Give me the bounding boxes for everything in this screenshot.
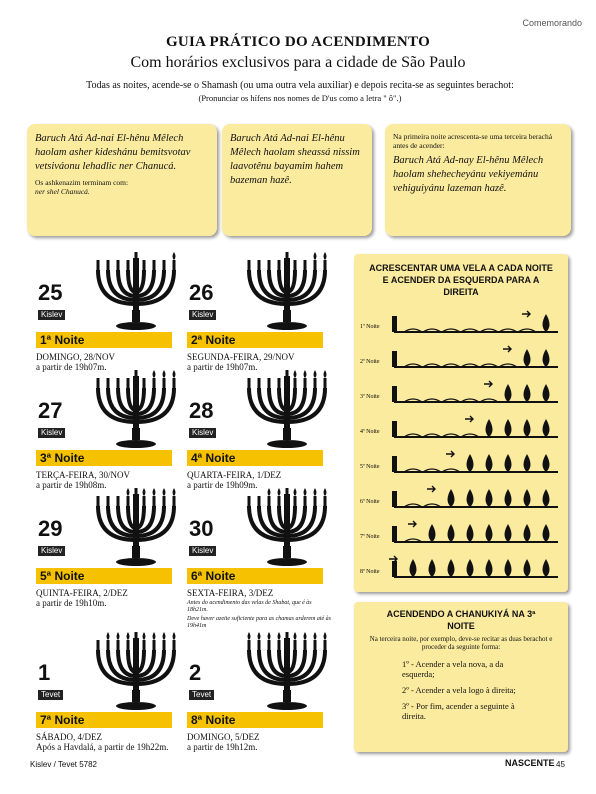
night-label: 1ª Noite (36, 332, 172, 348)
lit-candle (486, 524, 493, 542)
hebrew-month: Tevet (38, 690, 63, 700)
lit-candle (543, 489, 550, 507)
blessing-3-text: Baruch Atá Ad-nay El-hênu Mêlech haolam shehecheyánu vekiyemánu vehiguiyánu lazeman hazê. (393, 155, 544, 194)
lit-candle (524, 349, 531, 367)
day-number: 26 (189, 280, 214, 305)
night-block (36, 370, 186, 490)
lit-candle (505, 384, 512, 402)
night-label: 8ª Noite (187, 712, 323, 728)
step-1: 1º - Acender a vela nova, a da esquerda; (402, 659, 504, 679)
shamash-candle (392, 386, 397, 402)
lit-candle (486, 454, 493, 472)
lit-candle (486, 489, 493, 507)
row-label: 4ª Noite (360, 429, 380, 435)
night-block (187, 488, 337, 630)
section-tag: Comemorando (522, 18, 582, 28)
blessing-3-note: Na primeira noite acrescenta-se uma terceira berachá antes de acender: (393, 132, 553, 150)
lit-candle (543, 559, 550, 577)
intro-text: Todas as noites, acende-se o Shamash (ou uma outra vela auxiliar) e depois recita-se as seguintes berachot: (86, 80, 514, 91)
day-number: 2 (189, 660, 202, 685)
lit-candle (543, 419, 550, 437)
lit-candle (448, 489, 455, 507)
lit-candle (429, 524, 436, 542)
arrow-icon (427, 486, 435, 492)
hebrew-month: Tevet (189, 690, 214, 700)
arrow-icon (408, 521, 416, 527)
page-subtitle: Com horários exclusivos para a cidade de São Paulo (130, 54, 466, 71)
blessing-card-1 (27, 124, 217, 236)
arrow-icon (465, 416, 473, 422)
menorah-icon (239, 370, 339, 450)
lit-candle (486, 419, 493, 437)
night-block (187, 252, 337, 372)
lit-candle (448, 559, 455, 577)
menorah-icon (88, 632, 188, 712)
night-date: SEXTA-FEIRA, 3/DEZ (187, 588, 274, 598)
night-block (36, 252, 186, 372)
intro (30, 80, 570, 104)
shamash-candle (392, 456, 397, 472)
night-label: 3ª Noite (36, 450, 172, 466)
shamash-candle (392, 316, 397, 332)
arrow-icon (503, 346, 511, 352)
night-date: QUARTA-FEIRA, 1/DEZ (187, 470, 282, 480)
side-panel-candles-title: ACRESCENTAR UMA VELA A CADA NOITE E ACENDER DA ESQUERDA PARA A DIREITA (369, 263, 553, 297)
blessing-1-text: Baruch Atá Ad-nai El-hênu Mêlech haolam asher kideshánu bemitsvotav vetsiváonu lehadlic ner Chanucá. (35, 133, 191, 172)
menorah-icon (239, 252, 339, 332)
lit-candle (543, 314, 550, 332)
night-label: 6ª Noite (187, 568, 323, 584)
day-number: 27 (38, 398, 63, 423)
step-3: 3º - Por fim, acender a seguinte à direita. (402, 701, 515, 721)
row-label: 3ª Noite (360, 394, 380, 400)
page-title: GUIA PRÁTICO DO ACENDIMENTO (165, 34, 431, 50)
night-date: SEGUNDA-FEIRA, 29/NOV (187, 352, 295, 362)
day-number: 28 (189, 398, 214, 423)
lit-candle (505, 419, 512, 437)
lit-candle (505, 559, 512, 577)
night-date: DOMINGO, 5/DEZ (187, 732, 260, 742)
night-time: Antes do acendimento das velas de Shabat, que é às 18h21m. (187, 600, 312, 613)
menorah-icon (239, 488, 339, 568)
side-panel-candles (354, 254, 568, 592)
menorah-icon (88, 370, 188, 450)
side-panel-third-night (354, 602, 568, 752)
lit-candle (467, 489, 474, 507)
lit-candle (524, 489, 531, 507)
row-label: 6ª Noite (360, 499, 380, 505)
lit-candle (524, 384, 531, 402)
shamash-candle (392, 491, 397, 507)
third-night-intro: Na terceira noite, por exemplo, deve-se recitar as duas berachot e proceder da seguinte forma: (369, 635, 553, 651)
row-label: 8ª Noite (360, 569, 380, 575)
night-time: a partir de 19h10m. (36, 598, 107, 608)
arrow-icon (522, 311, 530, 317)
night-time: Após a Havdalá, a partir de 19h22m. (36, 742, 169, 752)
hebrew-month: Kislev (38, 546, 65, 556)
lit-candle (467, 454, 474, 472)
hebrew-month: Kislev (189, 428, 216, 438)
lit-candle (448, 524, 455, 542)
night-date: QUINTA-FEIRA, 2/DEZ (36, 588, 128, 598)
day-number: 29 (38, 516, 63, 541)
blessing-2-text: Baruch Atá Ad-nai El-hênu Mêlech haolam sheassá nissim laavotênu bayamim hahem bazeman hazê. (230, 133, 360, 186)
shamash-candle (392, 351, 397, 367)
day-number: 25 (38, 280, 63, 305)
hebrew-month: Kislev (38, 428, 65, 438)
step-2: 2º - Acender a vela logo à direita; (402, 685, 516, 695)
night-block (187, 632, 337, 752)
candle-rows-diagram (354, 310, 568, 580)
night-block (36, 632, 186, 752)
night-label: 7ª Noite (36, 712, 172, 728)
row-label: 7ª Noite (360, 534, 380, 540)
lit-candle (467, 559, 474, 577)
row-label: 2ª Noite (360, 359, 380, 365)
arrow-icon (446, 451, 454, 457)
blessing-card-2 (222, 124, 372, 236)
night-time: a partir de 19h07m. (36, 362, 107, 372)
row-label: 5ª Noite (360, 464, 380, 470)
lit-candle (543, 384, 550, 402)
lit-candle (410, 559, 417, 577)
day-number: 1 (38, 660, 51, 685)
lit-candle (543, 524, 550, 542)
night-time: a partir de 19h09m. (187, 480, 258, 490)
night-date: TERÇA-FEIRA, 30/NOV (36, 470, 130, 480)
blessing-card-3 (385, 124, 571, 236)
lit-candle (524, 559, 531, 577)
blessing-1-note: Os ashkenazim terminam com: (35, 178, 129, 187)
day-number: 30 (189, 516, 214, 541)
footer-brand-logo: NASCENTE (505, 758, 555, 768)
hebrew-month: Kislev (189, 546, 216, 556)
blessing-1-note-2: ner shel Chanucá. (35, 187, 90, 196)
page-number: 45 (556, 760, 565, 769)
lit-candle (543, 454, 550, 472)
lit-candle (486, 559, 493, 577)
night-label: 2ª Noite (187, 332, 323, 348)
lit-candle (524, 419, 531, 437)
shamash-candle (392, 526, 397, 542)
menorah-icon (88, 488, 188, 568)
arrow-icon (484, 381, 492, 387)
night-time: a partir de 19h08m. (36, 480, 107, 490)
shamash-candle (392, 561, 397, 577)
lit-candle (505, 489, 512, 507)
night-label: 4ª Noite (187, 450, 323, 466)
night-date: DOMINGO, 28/NOV (36, 352, 115, 362)
lit-candle (524, 454, 531, 472)
menorah-icon (239, 632, 339, 712)
menorah-icon (88, 252, 188, 332)
shamash-candle (392, 421, 397, 437)
footer-issue: Kislev / Tevet 5782 (30, 760, 98, 769)
night-time: a partir de 19h12m. (187, 742, 258, 752)
hebrew-month: Kislev (38, 310, 65, 320)
night-date: SÁBADO, 4/DEZ (36, 732, 103, 742)
intro-note: (Pronunciar os hífens nos nomes de D'us como a letra " ô".) (198, 93, 402, 103)
lit-candle (429, 559, 436, 577)
night-label: 5ª Noite (36, 568, 172, 584)
lit-candle (505, 454, 512, 472)
night-block (187, 370, 337, 490)
night-block (36, 488, 186, 608)
hebrew-month: Kislev (189, 310, 216, 320)
lit-candle (543, 349, 550, 367)
row-label: 1ª Noite (360, 324, 380, 330)
lit-candle (467, 524, 474, 542)
lit-candle (505, 524, 512, 542)
lit-candle (524, 524, 531, 542)
night-note: Deve haver azeite suficiente para as chamas arderem até às 19h41m (187, 616, 332, 629)
night-time: a partir de 19h07m. (187, 362, 258, 372)
side-panel-third-night-title: ACENDENDO A CHANUKIYÁ NA 3ª NOITE (386, 609, 536, 631)
